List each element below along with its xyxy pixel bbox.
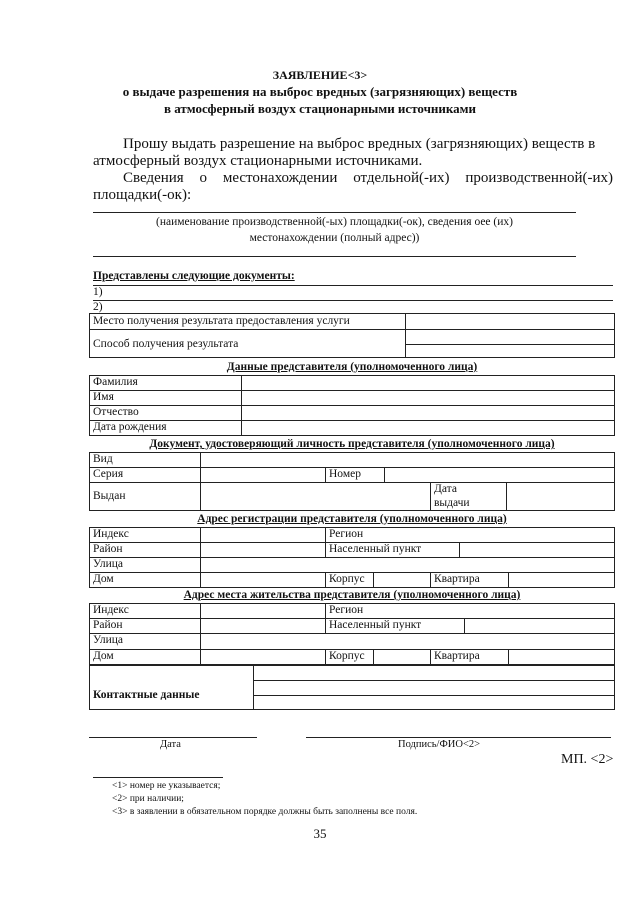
live-district-label: Район [93, 619, 123, 631]
date-line [89, 737, 257, 738]
contacts-col [253, 665, 254, 710]
intro-p1-b: атмосферный воздух стационарными источниками. [93, 153, 423, 169]
live-col-1 [200, 603, 201, 665]
docs-item-2: 2) [93, 301, 103, 313]
intro-p2-b: площадки(-ок): [93, 187, 192, 203]
id-issued-label: Выдан [93, 490, 126, 502]
id-kind-label: Вид [93, 453, 113, 465]
live-col-2 [325, 603, 326, 633]
id-issue-date-label-2: выдачи [434, 497, 470, 509]
live-col-4 [325, 649, 326, 665]
footnote-separator [93, 777, 223, 778]
reg-locality-label: Населенный пункт [329, 543, 422, 555]
reg-col-4 [325, 572, 326, 588]
docs-heading: Представлены следующие документы: [93, 270, 295, 282]
reg-col-3 [459, 542, 460, 557]
live-house-label: Дом [93, 650, 114, 662]
site-info-line [93, 212, 576, 213]
reg-index-label: Индекс [93, 528, 129, 540]
intro-p2-a: Сведения о местонахождении отдельной(-их) производственной(-их) [123, 170, 613, 186]
reg-building-label: Корпус [329, 573, 365, 585]
form-subtitle-line1: о выдаче разрешения на выброс вредных (загрязняющих) веществ [122, 84, 518, 99]
sign-caption: Подпись/ФИО<2> [398, 739, 481, 750]
id-col-3 [384, 467, 385, 482]
reg-apartment-label: Квартира [434, 573, 480, 585]
intro-p1-a: Прошу выдать разрешение на выброс вредных (загрязняющих) веществ в [123, 136, 596, 152]
rep-row-1 [89, 390, 615, 391]
reg-col-1 [200, 527, 201, 588]
reg-region-label: Регион [329, 528, 364, 540]
result-place-label: Место получения результата предоставления услуги [93, 315, 350, 327]
reg-street-label: Улица [93, 558, 123, 570]
result-table-inner-line [405, 344, 615, 345]
rep-row-2 [89, 405, 615, 406]
site-info-line-2 [93, 256, 576, 257]
footnote-3: <3> в заявлении в обязательном порядке должны быть заполнены все поля. [112, 807, 418, 817]
id-col-2 [325, 467, 326, 482]
live-col-5 [373, 649, 374, 665]
live-street-label: Улица [93, 634, 123, 646]
result-table-row-line [89, 329, 615, 330]
docs-line-2 [93, 300, 613, 301]
footnote-1: <1> номер не указывается; [112, 781, 221, 791]
rep-birth-label: Дата рождения [93, 421, 167, 433]
date-caption: Дата [160, 739, 181, 750]
id-col-1 [200, 452, 201, 511]
contacts-row-1 [253, 680, 615, 681]
live-building-label: Корпус [329, 650, 365, 662]
docs-line-1 [93, 285, 613, 286]
live-row-2 [89, 633, 615, 634]
form-title: ЗАЯВЛЕНИЕ<3> [272, 68, 368, 82]
live-index-label: Индекс [93, 604, 129, 616]
live-col-7 [508, 649, 509, 665]
form-subtitle-line2: в атмосферный воздух стационарными источниками [163, 101, 477, 116]
contacts-row-2 [253, 695, 615, 696]
id-doc-heading: Документ, удостоверяющий личность представителя (уполномоченного лица) [149, 438, 555, 450]
live-locality-label: Населенный пункт [329, 619, 422, 631]
live-apartment-label: Квартира [434, 650, 480, 662]
page-number: 35 [313, 826, 327, 841]
reg-row-2 [89, 557, 615, 558]
footnote-2: <2> при наличии; [112, 794, 184, 804]
sign-line [306, 737, 611, 738]
stamp-label: МП. <2> [561, 752, 614, 767]
reg-house-label: Дом [93, 573, 114, 585]
id-series-label: Серия [93, 468, 124, 480]
rep-name-label: Имя [93, 391, 114, 403]
id-issue-date-label-1: Дата [434, 483, 457, 495]
reg-addr-heading: Адрес регистрации представителя (уполномоченного лица) [197, 513, 507, 525]
live-addr-heading: Адрес места жительства представителя (уполномоченного лица) [183, 589, 521, 601]
rep-surname-label: Фамилия [93, 376, 138, 388]
rep-heading: Данные представителя (уполномоченного лица) [226, 361, 478, 373]
id-col-5 [506, 482, 507, 511]
docs-item-1: 1) [93, 286, 103, 298]
site-caption-line2: местонахождении (полный адрес)) [249, 232, 420, 244]
contacts-label: Контактные данные [93, 689, 200, 701]
result-method-label: Способ получения результата [93, 338, 239, 350]
reg-district-label: Район [93, 543, 123, 555]
id-col-4 [430, 482, 431, 511]
reg-col-5 [373, 572, 374, 588]
reg-col-6 [430, 572, 431, 588]
live-region-label: Регион [329, 604, 364, 616]
rep-patronymic-label: Отчество [93, 406, 139, 418]
site-caption-line1: (наименование производственной(-ых) площадки(-ок), сведения оее (их) [156, 216, 513, 228]
contacts-table [89, 665, 615, 710]
result-table-col-line [405, 313, 406, 358]
reg-col-7 [508, 572, 509, 588]
live-col-6 [430, 649, 431, 665]
id-number-label: Номер [329, 468, 361, 480]
reg-col-2 [325, 527, 326, 557]
live-col-3 [464, 618, 465, 633]
id-row-2 [89, 482, 615, 483]
rep-row-3 [89, 420, 615, 421]
